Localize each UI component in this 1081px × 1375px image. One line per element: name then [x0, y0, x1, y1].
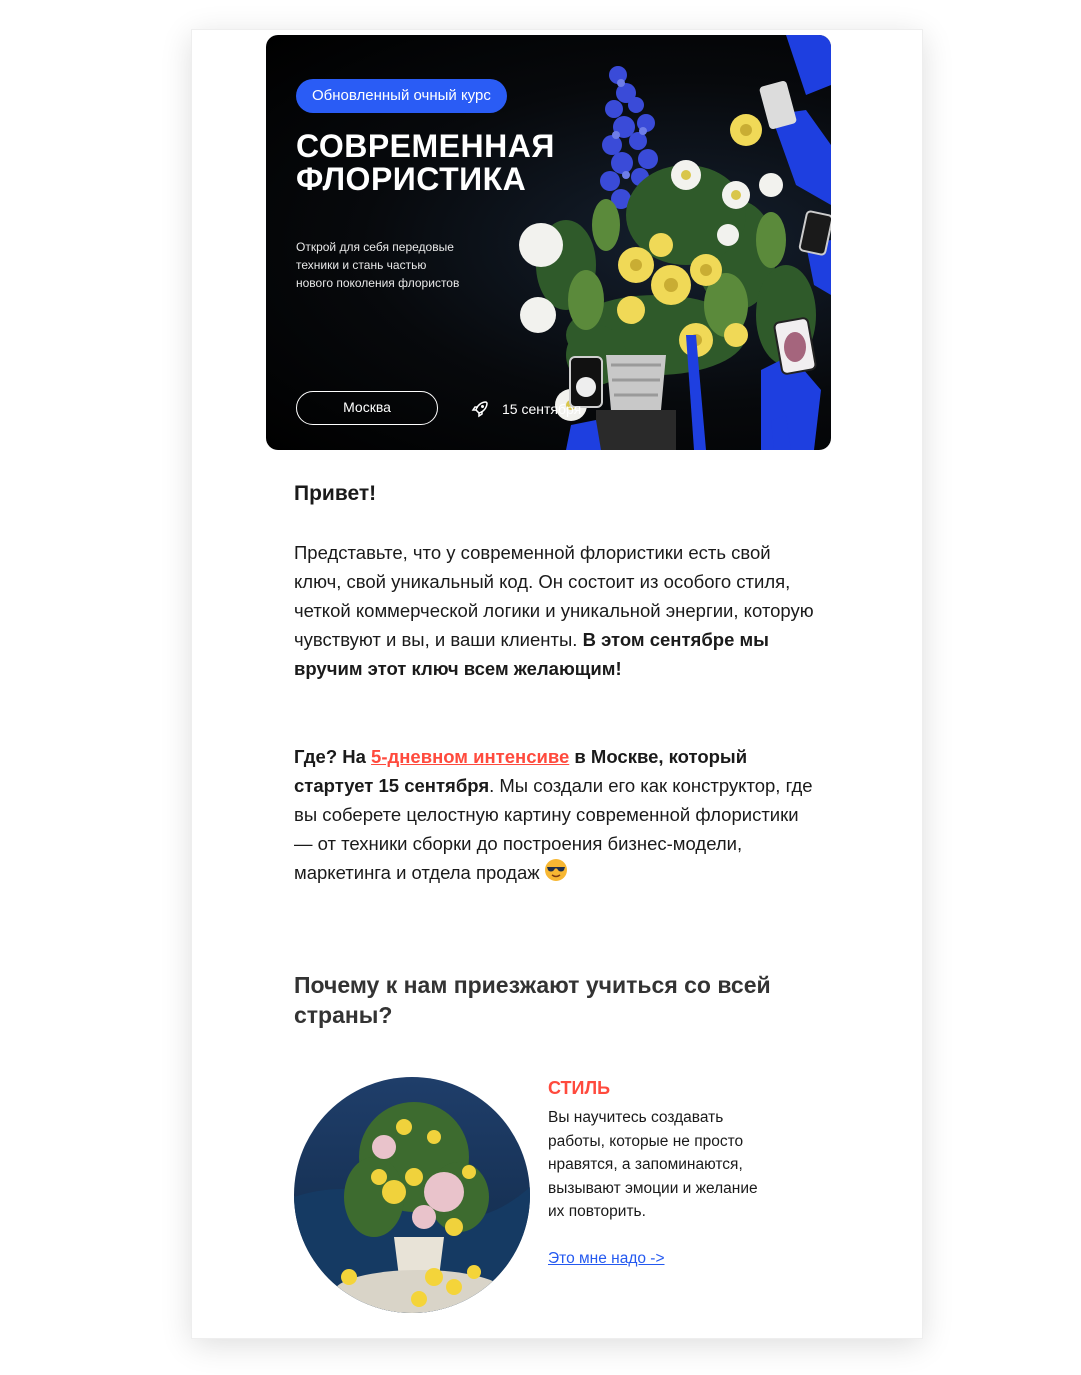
why-us-heading: Почему к нам приезжают учиться со всей страны?	[294, 972, 771, 1028]
style-photo	[294, 1077, 530, 1313]
banner-subtitle-line: нового поколения флористов	[296, 276, 460, 290]
intro-paragraph	[294, 538, 814, 683]
feature-text-line: нравятся, а запоминаются,	[548, 1156, 743, 1173]
intro-highlight: В этом сентябре мы вручим этот ключ всем желающим!	[294, 629, 769, 679]
where-label: Где? На	[294, 746, 372, 767]
banner-subtitle-line: техники и стань частью	[296, 258, 427, 272]
details-paragraph	[294, 742, 814, 887]
feature-cta-link[interactable]: Это мне надо ->	[548, 1250, 665, 1267]
rocket-icon	[470, 399, 490, 419]
city-button[interactable]: Москва	[296, 391, 438, 425]
banner-title-line: ФЛОРИСТИКА	[296, 161, 527, 197]
greeting-heading: Привет!	[294, 482, 377, 505]
feature-text-line: Вы научитесь создавать	[548, 1109, 724, 1126]
banner-subtitle-line: Открой для себя передовые	[296, 240, 454, 254]
details-text: . Мы создали его как конструктор, где вы соберете целостную картину современной флористики — от техники сборки до построения бизнес-модели, маркетинга и отдела продаж	[294, 775, 813, 883]
banner-subtitle	[296, 238, 516, 292]
course-banner[interactable]	[266, 35, 831, 450]
sunglasses-emoji-icon	[544, 858, 568, 882]
intensive-link[interactable]: 5-дневном интенсиве	[371, 746, 570, 767]
location-text: в Москве, который стартует 15 сентября	[294, 746, 748, 796]
start-date: 15 сентября	[502, 401, 582, 417]
feature-title: СТИЛЬ	[548, 1078, 611, 1098]
banner-title	[296, 130, 596, 196]
feature-description	[548, 1106, 798, 1224]
feature-text-line: работы, которые не просто	[548, 1132, 744, 1150]
feature-text-line: их повторить.	[548, 1203, 646, 1220]
intro-text: Представьте, что у современной флористики есть свой ключ, свой уникальный код. Он состоит из особого стиля, четкой коммерческой логики и уникальной энергии, которую чувствуют и вы, и ваши клиенты.	[294, 542, 814, 650]
course-type-badge: Обновленный очный курс	[296, 79, 507, 113]
banner-title-line: СОВРЕМЕННАЯ	[296, 128, 555, 164]
email-card	[192, 30, 922, 1338]
feature-text-line: вызывают эмоции и желание	[548, 1179, 758, 1197]
